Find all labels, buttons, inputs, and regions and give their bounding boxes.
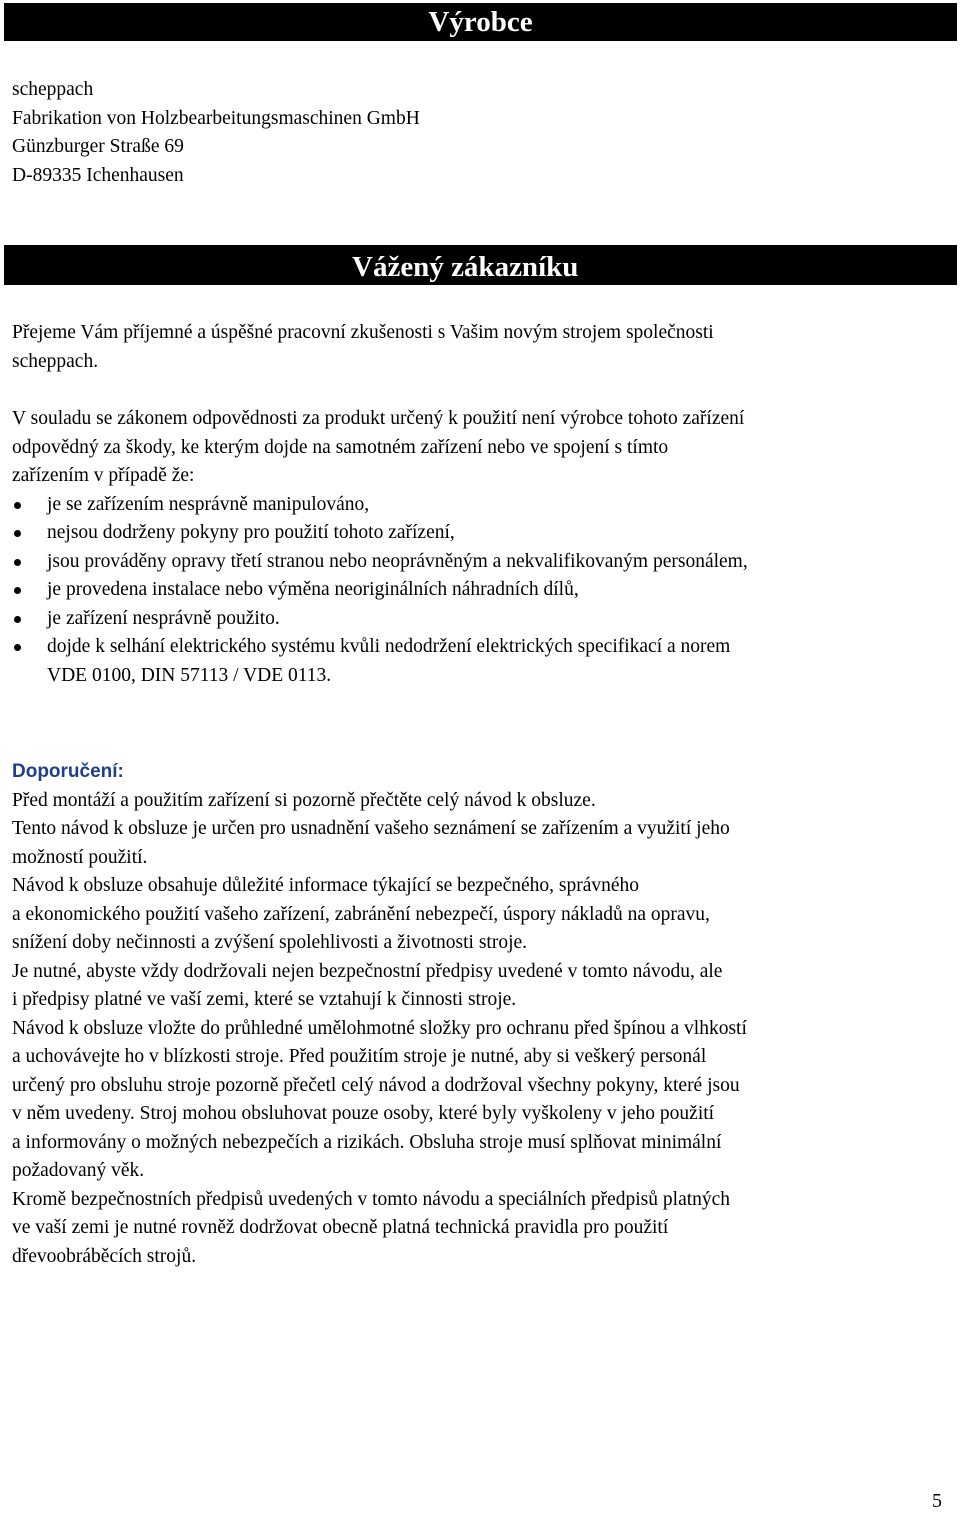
- recommendation-title: Doporučení:: [12, 761, 124, 782]
- recommendation-line: Před montáží a použitím zařízení si pozorně přečtěte celý návod k obsluze.: [12, 789, 596, 811]
- liability-item: [12, 519, 952, 548]
- recommendation-line: a uchovávejte ho v blízkosti stroje. Před použitím stroje je nutné, aby si veškerý personál: [12, 1046, 707, 1067]
- recommendation-line: Návod k obsluze obsahuje důležité informace týkající se bezpečného, správného: [12, 875, 640, 896]
- address-line: Günzburger Straße 69: [12, 136, 184, 157]
- recommendation-line: snížení doby nečinnosti a zvýšení spolehlivosti a životnosti stroje.: [12, 932, 528, 953]
- page-number: 5: [932, 1490, 942, 1512]
- greeting-paragraph: [12, 319, 952, 376]
- liability-section: [12, 405, 952, 690]
- liability-item: [12, 576, 952, 605]
- recommendation-line: i předpisy platné ve vaší zemi, které se vztahují k činnosti stroje.: [12, 989, 517, 1010]
- recommendation-line: Tento návod k obsluze je určen pro usnadnění vašeho seznámení se zařízením a využití jeho: [12, 818, 730, 839]
- liability-item-text: nejsou dodrženy pokyny pro použití tohoto zařízení,: [47, 522, 455, 543]
- liability-intro-line: zařízením v případě že:: [12, 465, 195, 486]
- recommendation-line: požadovaný věk.: [12, 1160, 145, 1181]
- recommendation-line: určený pro obsluhu stroje pozorně přečetl celý návod a dodržoval všechny pokyny, které jsou: [12, 1074, 740, 1096]
- liability-intro-line: odpovědný za škody, ke kterým dojde na samotném zařízení nebo ve spojení s tímto: [12, 436, 669, 458]
- liability-item-text: je se zařízením nesprávně manipulováno,: [47, 493, 370, 515]
- liability-item: [12, 548, 952, 577]
- manufacturer-heading: Výrobce: [4, 3, 957, 41]
- greeting-line: scheppach.: [12, 350, 99, 372]
- recommendation-line: a informovány o možných nebezpečích a rizikách. Obsluha stroje musí splňovat minimální: [12, 1131, 722, 1153]
- liability-item: [12, 491, 952, 520]
- recommendation-line: v něm uvedeny. Stroj mohou obsluhovat pouze osoby, které byly vyškoleny v jeho použití: [12, 1103, 715, 1124]
- liability-item-text: jsou prováděny opravy třetí stranou nebo neoprávněným a nekvalifikovaným personálem,: [47, 550, 748, 572]
- customer-heading: Vážený zákazníku: [4, 245, 957, 285]
- liability-list: [12, 491, 952, 691]
- recommendation-line: a ekonomického použití vašeho zařízení, zabránění nebezpečí, úspory nákladů na opravu,: [12, 903, 710, 925]
- recommendation-section: [12, 758, 952, 1271]
- liability-item-text: dojde k selhání elektrického systému kvůli nedodržení elektrických specifikací a norem: [47, 636, 731, 657]
- liability-intro-line: V souladu se zákonem odpovědnosti za produkt určený k použití není výrobce tohoto zařízení: [12, 408, 745, 429]
- address-line: Fabrikation von Holzbearbeitungsmaschinen GmbH: [12, 107, 420, 129]
- recommendation-line: Návod k obsluze vložte do průhledné umělohmotné složky pro ochranu před špínou a vlhkostí: [12, 1017, 747, 1039]
- address-line: scheppach: [12, 79, 94, 100]
- liability-item: [12, 633, 952, 690]
- recommendation-line: Kromě bezpečnostních předpisů uvedených v tomto návodu a speciálních předpisů platných: [12, 1188, 731, 1210]
- address-line: D-89335 Ichenhausen: [12, 164, 184, 186]
- greeting-line: Přejeme Vám příjemné a úspěšné pracovní zkušenosti s Vašim novým strojem společnosti: [12, 322, 714, 343]
- liability-item-text: je provedena instalace nebo výměna neoriginálních náhradních dílů,: [47, 579, 579, 600]
- liability-item-text: VDE 0100, DIN 57113 / VDE 0113.: [47, 664, 332, 686]
- recommendation-line: ve vaší zemi je nutné rovněž dodržovat obecně platná technická pravidla pro použití: [12, 1217, 669, 1238]
- recommendation-line: Je nutné, abyste vždy dodržovali nejen bezpečnostní předpisy uvedené v tomto návodu, ale: [12, 960, 723, 982]
- manufacturer-address: [12, 76, 952, 190]
- liability-item-text: je zařízení nesprávně použito.: [47, 607, 280, 629]
- liability-item: [12, 605, 952, 634]
- recommendation-line: možností použití.: [12, 846, 148, 868]
- recommendation-line: dřevoobráběcích strojů.: [12, 1245, 197, 1267]
